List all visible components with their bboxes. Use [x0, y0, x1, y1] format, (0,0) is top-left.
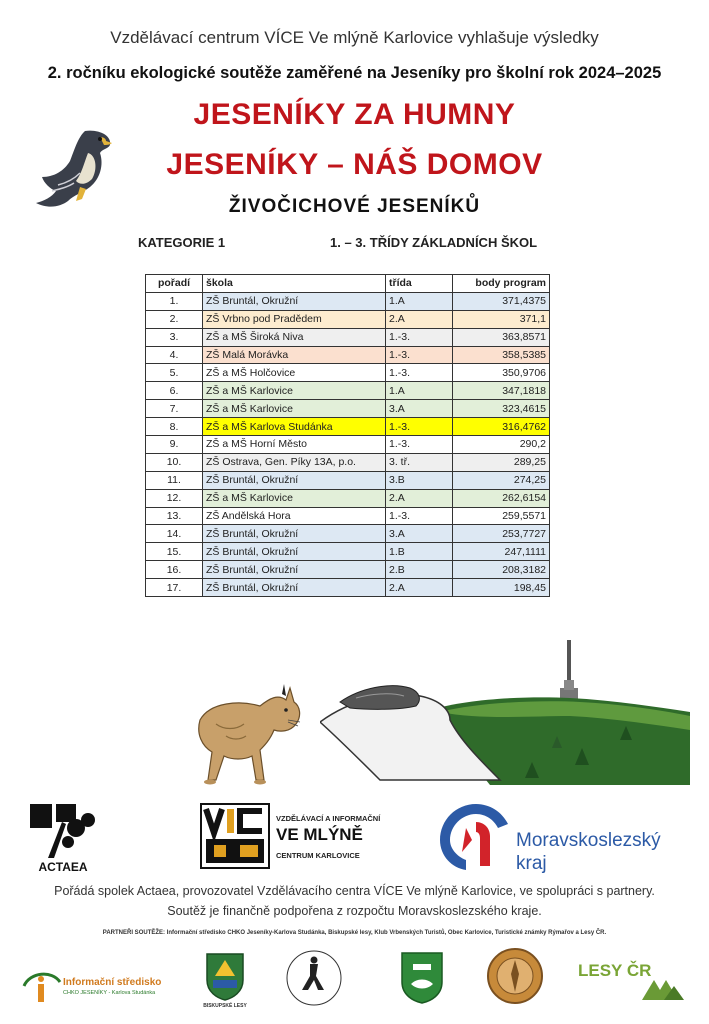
- falcon-illustration: [30, 125, 120, 215]
- cell-class: 1.A: [386, 292, 453, 310]
- results-table: [145, 274, 550, 597]
- cell-points: 358,5385: [453, 346, 550, 364]
- cell-rank: 4.: [146, 346, 203, 364]
- cell-rank: 17.: [146, 579, 203, 597]
- table-row: [146, 489, 550, 507]
- cell-points: 290,2: [453, 436, 550, 454]
- table-row: [146, 579, 550, 597]
- organizer-line-1: Pořádá spolek Actaea, provozovatel Vzdělávacího centra VÍCE Ve mlýně Karlovice, ve spolupráci s partnery.: [54, 884, 655, 898]
- cell-school: ZŠ a MŠ Karlova Studánka: [203, 418, 386, 436]
- cell-points: 262,6154: [453, 489, 550, 507]
- cell-class: 2.B: [386, 561, 453, 579]
- lesy-cr-text: LESY ČR: [578, 961, 652, 980]
- intro-line: Vzdělávací centrum VÍCE Ve mlýně Karlovice vyhlašuje výsledky: [110, 28, 599, 47]
- klub-vrbenskych-turistu-logo: [284, 948, 344, 1008]
- table-row: [146, 382, 550, 400]
- table-row: [146, 328, 550, 346]
- cell-school: ZŠ a MŠ Široká Niva: [203, 328, 386, 346]
- cell-class: 1.-3.: [386, 436, 453, 454]
- cell-school: ZŠ Ostrava, Gen. Píky 13A, p.o.: [203, 453, 386, 471]
- lynx-illustration: [180, 680, 310, 790]
- cell-school: ZŠ a MŠ Holčovice: [203, 364, 386, 382]
- cell-school: ZŠ Andělská Hora: [203, 507, 386, 525]
- grades-label: 1. – 3. TŘÍDY ZÁKLADNÍCH ŠKOL: [330, 235, 538, 250]
- cell-school: ZŠ Bruntál, Okružní: [203, 579, 386, 597]
- cell-class: 1.-3.: [386, 364, 453, 382]
- cell-class: 1.-3.: [386, 507, 453, 525]
- cell-class: 1.B: [386, 543, 453, 561]
- cell-rank: 10.: [146, 453, 203, 471]
- cell-class: 3. tř.: [386, 453, 453, 471]
- cell-class: 2.A: [386, 310, 453, 328]
- cell-rank: 5.: [146, 364, 203, 382]
- vice-logo-line-3: CENTRUM KARLOVICE: [276, 851, 360, 860]
- cell-rank: 15.: [146, 543, 203, 561]
- cell-school: ZŠ a MŠ Karlovice: [203, 489, 386, 507]
- cell-class: 3.A: [386, 400, 453, 418]
- cell-points: 350,9706: [453, 364, 550, 382]
- cell-school: ZŠ Bruntál, Okružní: [203, 525, 386, 543]
- lesy-cr-logo: [640, 978, 686, 1002]
- cell-points: 316,4762: [453, 418, 550, 436]
- cell-rank: 2.: [146, 310, 203, 328]
- turisticke-znamky-logo: [486, 946, 544, 1006]
- title-line-2: JESENÍKY – NÁŠ DOMOV: [166, 148, 543, 181]
- msk-logo-line-2: kraj: [516, 853, 547, 874]
- table-row: [146, 471, 550, 489]
- cell-rank: 11.: [146, 471, 203, 489]
- header-rank: pořadí: [146, 275, 203, 293]
- header-school: škola: [203, 275, 386, 293]
- vice-logo: [200, 803, 270, 869]
- table-row: [146, 310, 550, 328]
- cell-points: 323,4615: [453, 400, 550, 418]
- cell-rank: 16.: [146, 561, 203, 579]
- vice-logo-line-2: VE MLÝNĚ: [276, 825, 363, 844]
- cell-class: 3.B: [386, 471, 453, 489]
- cell-rank: 3.: [146, 328, 203, 346]
- mountain-landscape-illustration: [320, 640, 690, 785]
- info-centre-text-2: CHKO JESENÍKY - Karlova Studánka: [63, 990, 156, 996]
- cell-rank: 9.: [146, 436, 203, 454]
- cell-points: 208,3182: [453, 561, 550, 579]
- cell-rank: 7.: [146, 400, 203, 418]
- title-line-1: JESENÍKY ZA HUMNY: [193, 98, 516, 131]
- moravskoslezsky-kraj-logo: [436, 800, 514, 872]
- info-centre-text-1: Informační středisko: [63, 977, 162, 988]
- results-table-body: [146, 292, 550, 596]
- cell-points: 289,25: [453, 453, 550, 471]
- biskupske-lesy-text: BISKUPSKÉ LESY: [203, 1003, 247, 1009]
- subtitle: 2. ročníku ekologické soutěže zaměřené na Jeseníky pro školní rok 2024–2025: [47, 64, 662, 82]
- cell-points: 198,45: [453, 579, 550, 597]
- table-row: [146, 525, 550, 543]
- cell-school: ZŠ Bruntál, Okružní: [203, 471, 386, 489]
- msk-logo-line-1: Moravskoslezský: [516, 830, 661, 851]
- cell-points: 247,1111: [453, 543, 550, 561]
- cell-class: 2.A: [386, 579, 453, 597]
- cell-points: 363,8571: [453, 328, 550, 346]
- cell-school: ZŠ Bruntál, Okružní: [203, 561, 386, 579]
- organizer-line-2: Soutěž je finančně podpořena z rozpočtu Moravskoslezského kraje.: [167, 904, 542, 918]
- cell-class: 1.-3.: [386, 418, 453, 436]
- cell-points: 259,5571: [453, 507, 550, 525]
- actaea-logo-text: ACTAEA: [38, 860, 88, 874]
- cell-points: 347,1818: [453, 382, 550, 400]
- table-row: [146, 507, 550, 525]
- cell-points: 371,1: [453, 310, 550, 328]
- cell-class: 1.A: [386, 382, 453, 400]
- table-row: [146, 292, 550, 310]
- table-row: [146, 418, 550, 436]
- header-class: třída: [386, 275, 453, 293]
- cell-rank: 8.: [146, 418, 203, 436]
- vice-logo-line-1: VZDĚLÁVACÍ A INFORMAČNÍ: [276, 814, 381, 823]
- table-row: [146, 400, 550, 418]
- cell-points: 371,4375: [453, 292, 550, 310]
- cell-school: ZŠ a MŠ Karlovice: [203, 400, 386, 418]
- cell-rank: 13.: [146, 507, 203, 525]
- info-centre-logo: [22, 964, 62, 1004]
- cell-rank: 1.: [146, 292, 203, 310]
- header-points: body program: [453, 275, 550, 293]
- cell-school: ZŠ Bruntál, Okružní: [203, 543, 386, 561]
- cell-school: ZŠ Vrbno pod Pradědem: [203, 310, 386, 328]
- cell-rank: 14.: [146, 525, 203, 543]
- partners-line: PARTNEŘI SOUTĚŽE: Informační středisko CHKO Jeseníky-Karlova Studánka, Biskupské lesy, Klub Vrbenských Turistů, Obec Karlovice, Turistické známky Rýmařov a Lesy ČR.: [102, 930, 607, 936]
- cell-class: 1.-3.: [386, 328, 453, 346]
- cell-school: ZŠ Bruntál, Okružní: [203, 292, 386, 310]
- cell-points: 274,25: [453, 471, 550, 489]
- cell-class: 1.-3.: [386, 346, 453, 364]
- table-header-row: [146, 275, 550, 293]
- category-label: KATEGORIE 1: [138, 235, 226, 250]
- cell-class: 2.A: [386, 489, 453, 507]
- biskupske-lesy-logo: [203, 950, 247, 1002]
- cell-class: 3.A: [386, 525, 453, 543]
- cell-school: ZŠ Malá Morávka: [203, 346, 386, 364]
- table-row: [146, 364, 550, 382]
- actaea-logo: [28, 802, 98, 860]
- table-row: [146, 561, 550, 579]
- cell-rank: 12.: [146, 489, 203, 507]
- cell-school: ZŠ a MŠ Karlovice: [203, 382, 386, 400]
- table-row: [146, 436, 550, 454]
- cell-rank: 6.: [146, 382, 203, 400]
- table-row: [146, 453, 550, 471]
- cell-school: ZŠ a MŠ Horní Město: [203, 436, 386, 454]
- table-row: [146, 543, 550, 561]
- table-row: [146, 346, 550, 364]
- obec-karlovice-logo: [399, 950, 445, 1005]
- title-line-3: ŽIVOČICHOVÉ JESENÍKŮ: [228, 196, 481, 217]
- cell-points: 253,7727: [453, 525, 550, 543]
